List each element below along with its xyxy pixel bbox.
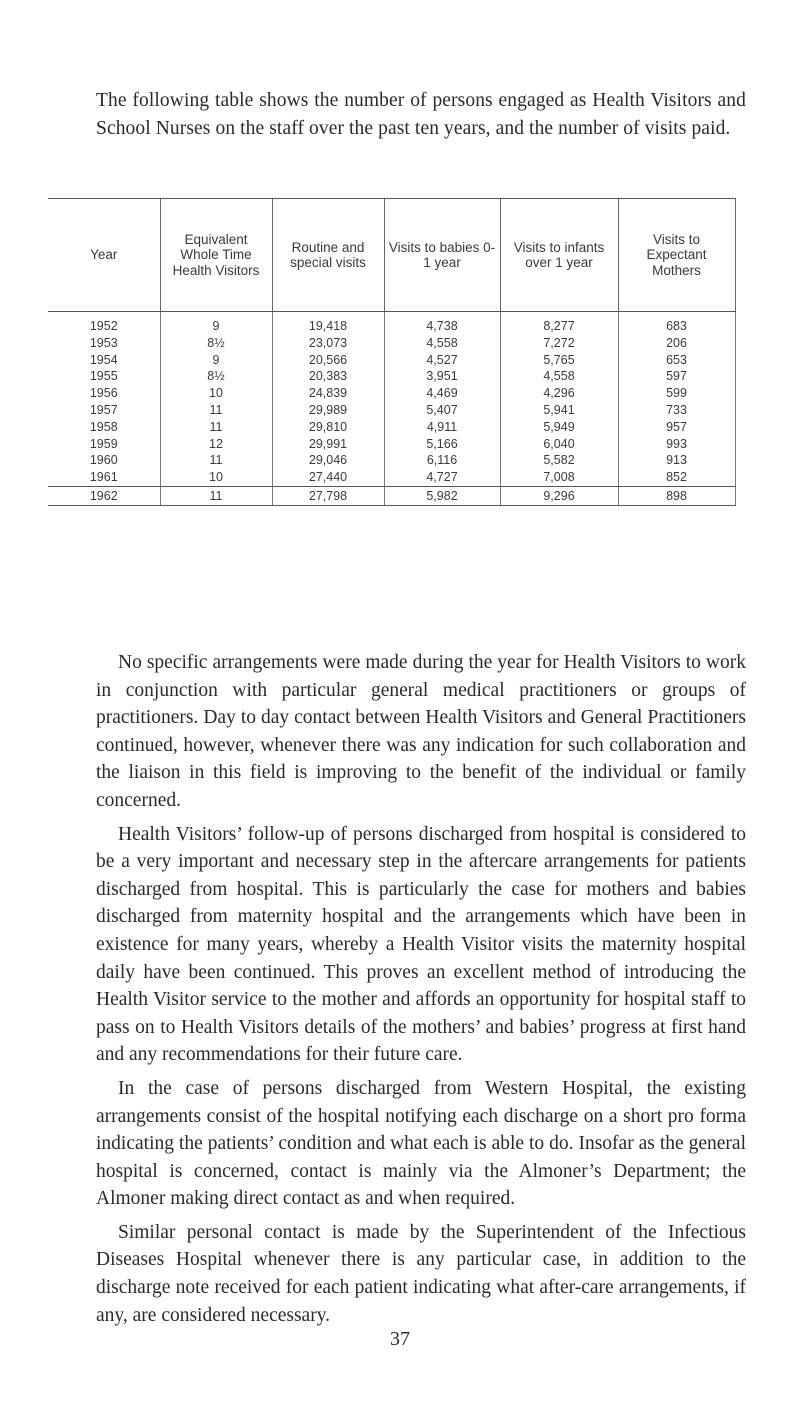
cell-health-visitors: 11 xyxy=(160,486,272,505)
cell-year: 1955 xyxy=(89,369,118,384)
cell-visits-expectant-mothers: 993 xyxy=(618,436,735,453)
cell-year: 1954 xyxy=(89,352,118,367)
cell-health-visitors: 8½ xyxy=(160,368,272,385)
header-health-visitors: Equivalent Whole Time Health Visitors xyxy=(160,199,272,312)
table-row xyxy=(48,419,735,436)
cell-health-visitors: 11 xyxy=(160,419,272,436)
cell-visits-infants: 7,272 xyxy=(500,335,618,352)
header-visits-babies: Visits to babies 0-1 year xyxy=(384,199,500,312)
cell-visits-babies: 4,727 xyxy=(384,469,500,486)
cell-visits-infants: 4,558 xyxy=(500,368,618,385)
cell-visits-babies: 4,527 xyxy=(384,352,500,369)
cell-year: 1953 xyxy=(89,335,118,350)
cell-visits-babies: 4,469 xyxy=(384,385,500,402)
cell-visits-babies: 5,407 xyxy=(384,402,500,419)
paragraph-infectious-diseases: Similar personal contact is made by the Superintendent of the Infectious Diseases Hospital whenever there is any particular case, in addition to the discharge note received for each patient indicating what after-care arrangements, if any, are considered necessary. xyxy=(96,1221,746,1326)
cell-visits-infants: 5,582 xyxy=(500,452,618,469)
table-row xyxy=(48,352,735,369)
cell-health-visitors: 11 xyxy=(160,402,272,419)
table-row xyxy=(48,402,735,419)
cell-visits-infants: 7,008 xyxy=(500,469,618,486)
cell-routine-visits: 20,566 xyxy=(272,352,384,369)
cell-visits-expectant-mothers: 898 xyxy=(618,486,735,505)
cell-routine-visits: 29,989 xyxy=(272,402,384,419)
cell-year: 1960 xyxy=(89,453,118,468)
cell-visits-expectant-mothers: 957 xyxy=(618,419,735,436)
cell-visits-infants: 6,040 xyxy=(500,436,618,453)
table-body xyxy=(48,312,735,506)
cell-routine-visits: 20,383 xyxy=(272,368,384,385)
paragraph-gp-liaison: No specific arrangements were made during the year for Health Visitors to work in conjunction with particular general medical practitioners or groups of practitioners. Day to day contact between Health Visitors and General Practitioners continued, however, whenever there was any indication for such collaboration and the liaison in this field is improving to the benefit of the individual or family concerned. xyxy=(96,652,746,811)
cell-routine-visits: 23,073 xyxy=(272,335,384,352)
cell-visits-expectant-mothers: 733 xyxy=(618,402,735,419)
staff-visits-table xyxy=(48,198,736,506)
page-number: 37 xyxy=(390,1328,410,1350)
cell-routine-visits: 19,418 xyxy=(272,312,384,335)
cell-year: 1958 xyxy=(89,419,118,434)
cell-routine-visits: 29,810 xyxy=(272,419,384,436)
cell-health-visitors: 10 xyxy=(160,469,272,486)
header-visits-expectant-mothers: Visits to Expectant Mothers xyxy=(618,199,735,312)
cell-visits-babies: 4,911 xyxy=(384,419,500,436)
cell-visits-babies: 6,116 xyxy=(384,452,500,469)
cell-year: 1956 xyxy=(89,386,118,401)
cell-health-visitors: 12 xyxy=(160,436,272,453)
body-text xyxy=(96,649,746,1335)
cell-year: 1962 xyxy=(48,486,160,505)
table-row xyxy=(48,452,735,469)
table-row xyxy=(48,469,735,486)
header-routine-visits: Routine and special visits xyxy=(272,199,384,312)
cell-routine-visits: 29,991 xyxy=(272,436,384,453)
table-header-row xyxy=(48,199,735,312)
health-visitors-table xyxy=(48,198,735,506)
cell-visits-babies: 5,166 xyxy=(384,436,500,453)
table-row-current-year xyxy=(48,486,735,505)
cell-visits-expectant-mothers: 683 xyxy=(618,312,735,335)
cell-routine-visits: 27,440 xyxy=(272,469,384,486)
cell-routine-visits: 29,046 xyxy=(272,452,384,469)
table-row xyxy=(48,368,735,385)
cell-visits-expectant-mothers: 597 xyxy=(618,368,735,385)
cell-visits-infants: 5,765 xyxy=(500,352,618,369)
table-row xyxy=(48,436,735,453)
cell-visits-babies: 3,951 xyxy=(384,368,500,385)
cell-visits-expectant-mothers: 852 xyxy=(618,469,735,486)
cell-visits-babies: 5,982 xyxy=(384,486,500,505)
cell-year: 1952 xyxy=(89,319,118,333)
cell-visits-expectant-mothers: 599 xyxy=(618,385,735,402)
cell-year: 1959 xyxy=(89,436,118,451)
cell-year: 1961 xyxy=(48,469,160,486)
cell-visits-babies: 4,738 xyxy=(384,312,500,335)
cell-health-visitors: 9 xyxy=(160,312,272,335)
cell-visits-infants: 5,949 xyxy=(500,419,618,436)
cell-visits-babies: 4,558 xyxy=(384,335,500,352)
paragraph-western-hospital: In the case of persons discharged from Western Hospital, the existing arrangements consist of the hospital notifying each discharge on a short pro forma indicating the patients’ condition and what each is able to do. Insofar as the general hospital is concerned, contact is mainly via the Almoner’s Department; the Almoner making direct contact as and when required. xyxy=(96,1077,746,1210)
cell-visits-expectant-mothers: 653 xyxy=(618,352,735,369)
cell-health-visitors: 11 xyxy=(160,452,272,469)
cell-routine-visits: 27,798 xyxy=(272,486,384,505)
header-year: Year xyxy=(48,199,160,312)
table-row xyxy=(48,335,735,352)
table-row xyxy=(48,385,735,402)
table-row xyxy=(48,312,735,335)
cell-visits-expectant-mothers: 913 xyxy=(618,452,735,469)
cell-routine-visits: 24,839 xyxy=(272,385,384,402)
cell-visits-expectant-mothers: 206 xyxy=(618,335,735,352)
cell-visits-infants: 9,296 xyxy=(500,486,618,505)
cell-health-visitors: 10 xyxy=(160,385,272,402)
header-visits-infants: Visits to infants over 1 year xyxy=(500,199,618,312)
cell-health-visitors: 9 xyxy=(160,352,272,369)
cell-visits-infants: 8,277 xyxy=(500,312,618,335)
cell-visits-infants: 5,941 xyxy=(500,402,618,419)
intro-paragraph: The following table shows the number of persons engaged as Health Visitors and School Nurses on the staff over the past ten years, and the number of visits paid. xyxy=(96,90,746,139)
paragraph-hospital-follow-up: Health Visitors’ follow-up of persons discharged from hospital is considered to be a very important and necessary step in the aftercare arrangements for patients discharged from hospital. This is particularly the case for mothers and babies discharged from maternity hospital and the arrangements which have been in existence for many years, whereby a Health Visitor visits the maternity hospital daily have been continued. This proves an excellent method of introducing the Health Visitor service to the mother and affords an opportunity for hospital staff to pass on to Health Visitors details of the mothers’ and babies’ progress at first hand and any recommendations for their future care. xyxy=(96,823,746,1066)
cell-health-visitors: 8½ xyxy=(160,335,272,352)
cell-year: 1957 xyxy=(89,402,118,417)
cell-visits-infants: 4,296 xyxy=(500,385,618,402)
